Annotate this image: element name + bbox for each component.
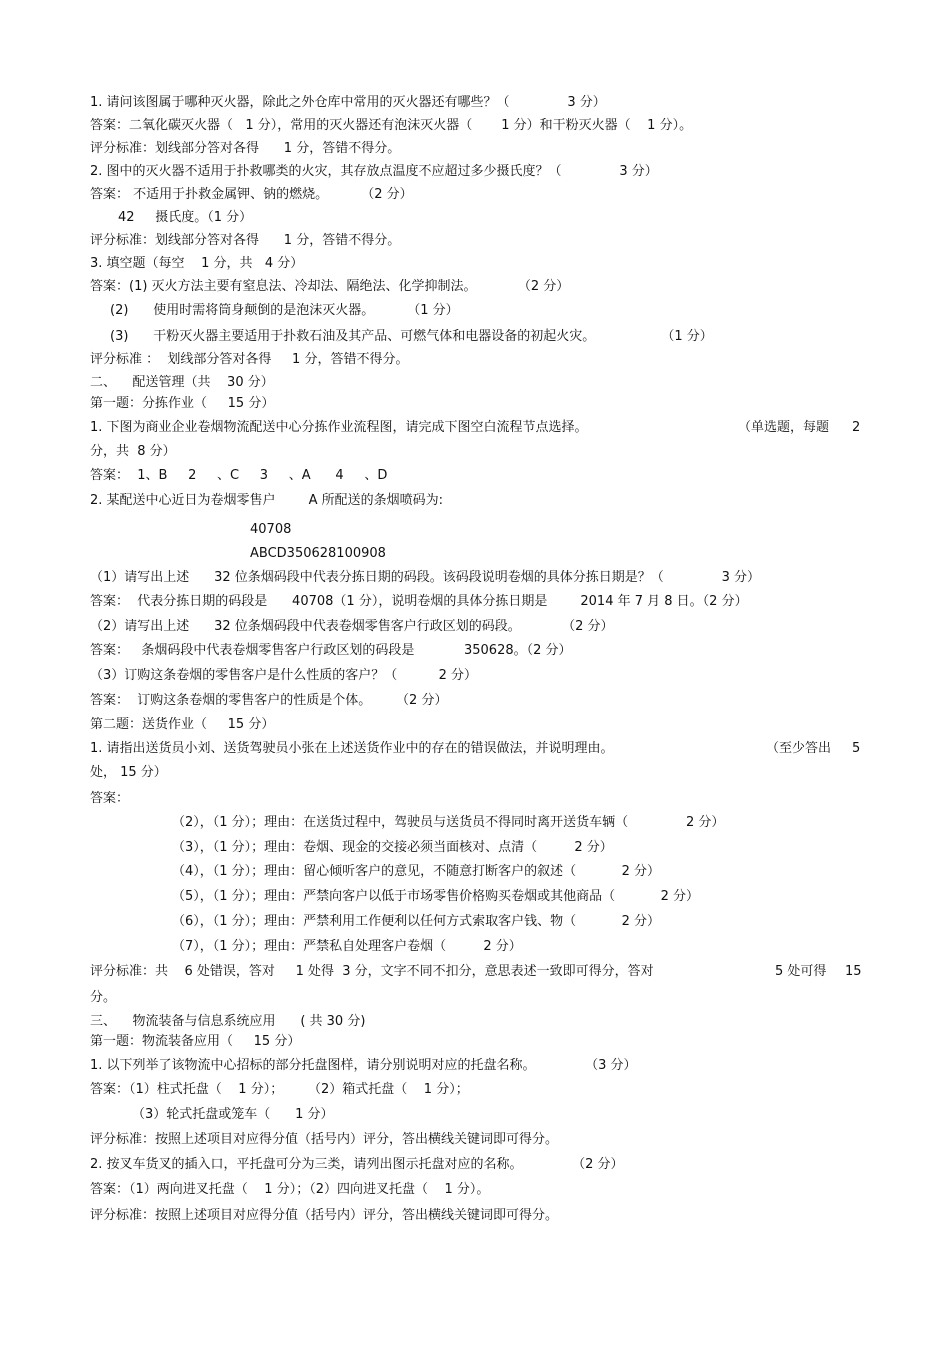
text-line: 分，共 8 分） [90,444,176,459]
text-line: 5 [852,741,861,756]
text-line: 2. 按叉车货叉的插入口，平托盘可分为三类，请列出图示托盘对应的名称。 （2 分） [90,1157,624,1172]
text-line: ABCD350628100908 [250,546,386,561]
text-line: 答案： 不适用于扑救金属钾、钠的燃烧。 （2 分） [90,187,413,202]
text-line: 答案：二氧化碳灭火器（ 1 分），常用的灭火器还有泡沫灭火器（ 1 分）和干粉灭火器（ 1 分）。 [90,118,693,133]
text-line: 答案： 订购这条卷烟的零售客户的性质是个体。 （2 分） [90,693,448,708]
text-line: 2. 某配送中心近日为卷烟零售户 A 所配送的条烟喷码为: [90,493,443,508]
text-line: 第一题：分拣作业（ 15 分） [90,396,275,411]
text-line: 答案：（1）柱式托盘（ 1 分）； （2）箱式托盘（ 1 分）； [90,1082,469,1097]
text-line: 评分标准：划线部分答对各得 1 分，答错不得分。 [90,141,401,156]
text-line: 1. 请问该图属于哪种灭火器，除此之外仓库中常用的灭火器还有哪些？（ 3 分） [90,95,606,110]
text-line: 答案： 条烟码段中代表卷烟零售客户行政区划的码段是 350628。（2 分） [90,643,572,658]
text-line: （1）请写出上述 32 位条烟码段中代表分拣日期的码段。该码段说明卷烟的具体分拣日期是？（ 3 分） [90,570,760,585]
text-line: 2. 图中的灭火器不适用于扑救哪类的火灾，其存放点温度不应超过多少摄氏度？（ 3 分） [90,164,658,179]
text-line: 二、 配送管理（共 30 分） [90,375,274,390]
text-line: 2 [852,420,861,435]
text-line: 答案： 代表分拣日期的码段是 40708（1 分），说明卷烟的具体分拣日期是 2014 年 7 月 8 日。（2 分） [90,594,748,609]
text-line: （3），（1 分）；理由：卷烟、现金的交接必须当面核对、点清（ 2 分） [172,840,613,855]
text-line: (3) 干粉灭火器主要适用于扑救石油及其产品、可燃气体和电器设备的初起火灾。 （1 分） [110,329,713,344]
text-line: 1. 请指出送货员小刘、送货驾驶员小张在上述送货作业中的存在的错误做法，并说明理由。 [90,741,614,756]
text-line: 分。 [90,990,117,1005]
text-line: 1. 以下列举了该物流中心招标的部分托盘图样，请分别说明对应的托盘名称。 （3 分） [90,1058,637,1073]
text-line: （至少答出 [766,741,832,756]
text-line: （3）订购这条卷烟的零售客户是什么性质的客户？（ 2 分） [90,668,477,683]
text-line: 5 处可得 [775,964,827,979]
text-line: 评分标准：共 6 处错误，答对 1 处得 3 分，文字不同不扣分，意思表述一致即可得分，答对 [90,964,654,979]
text-line: 第二题：送货作业（ 15 分） [90,717,275,732]
text-line: 答案：（1）两向进叉托盘（ 1 分）；（2）四向进叉托盘（ 1 分）。 [90,1182,490,1197]
text-line: （6），（1 分）；理由：严禁利用工作便利以任何方式索取客户钱、物（ 2 分） [172,914,661,929]
text-line: 评分标准：按照上述项目对应得分值（括号内）评分，答出横线关键词即可得分。 [90,1208,559,1223]
text-line: （单选题，每题 [738,420,830,435]
text-line: 答案： [90,791,130,806]
text-line: （2），（1 分）；理由：在送货过程中，驾驶员与送货员不得同时离开送货车辆（ 2 分） [172,815,725,830]
text-line: （7），（1 分）；理由：严禁私自处理客户卷烟（ 2 分） [172,939,522,954]
text-line: （3）轮式托盘或笼车（ 1 分） [132,1107,334,1122]
text-line: 三、 物流装备与信息系统应用 ( 共 30 分) [90,1014,366,1029]
text-line: 评分标准 ： 划线部分答对各得 1 分，答错不得分。 [90,352,409,367]
text-line: 答案： 1、B 2 、C 3 、A 4 、D [90,468,388,483]
text-line: 15 [845,964,862,979]
text-line: 处， 15 分） [90,765,167,780]
text-line: (2) 使用时需将筒身颠倒的是泡沫灭火器。 （1 分） [110,303,459,318]
text-line: 评分标准：按照上述项目对应得分值（括号内）评分，答出横线关键词即可得分。 [90,1132,559,1147]
text-line: 评分标准：划线部分答对各得 1 分，答错不得分。 [90,233,401,248]
text-line: 40708 [250,522,292,537]
text-line: （5），（1 分）；理由：严禁向客户以低于市场零售价格购买卷烟或其他商品（ 2 分） [172,889,700,904]
text-line: （2）请写出上述 32 位条烟码段中代表卷烟零售客户行政区划的码段。 （2 分） [90,619,614,634]
text-line: （4），（1 分）；理由：留心倾听客户的意见，不随意打断客户的叙述（ 2 分） [172,864,661,879]
text-line: 第一题：物流装备应用（ 15 分） [90,1034,301,1049]
text-line: 答案：(1) 灭火方法主要有窒息法、冷却法、隔绝法、化学抑制法。 （2 分） [90,279,570,294]
text-line: 42 摄氏度。（1 分） [118,210,253,225]
text-line: 3. 填空题（每空 1 分，共 4 分） [90,256,304,271]
text-line: 1. 下图为商业企业卷烟物流配送中心分拣作业流程图，请完成下图空白流程节点选择。 [90,420,588,435]
